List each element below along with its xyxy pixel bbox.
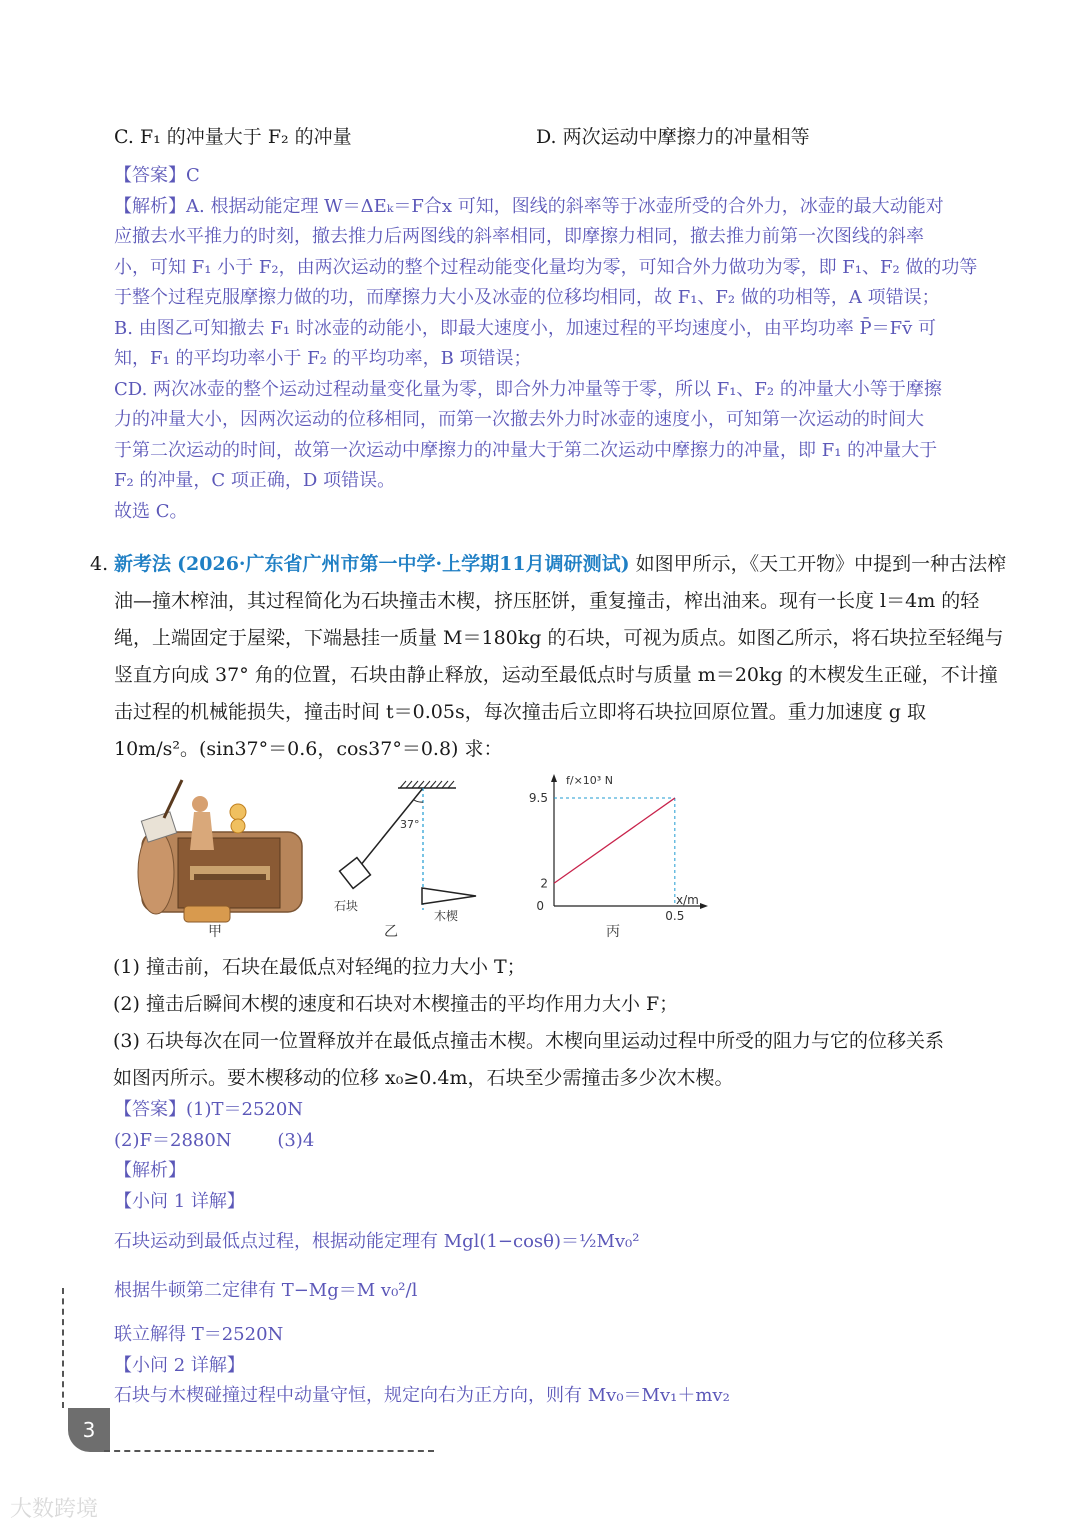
sub-question-2: (2) 撞击后瞬间木楔的速度和石块对木楔撞击的平均作用力大小 F；	[113, 993, 679, 1015]
figure-yi-pendulum	[340, 781, 476, 910]
x-axis-label: x/m	[676, 893, 699, 907]
q3-line: 故选 C。	[114, 500, 188, 522]
question-4	[90, 546, 1010, 768]
question-line: 竖直方向成 37° 角的位置，石块由静止释放，运动至最低点时与质量 m＝20kg 的木楔发生正碰，不计撞	[114, 664, 998, 686]
sub-question-3: (3) 石块每次在同一位置释放并在最低点撞击木楔。木楔向里运动过程中所受的阻力与它的位移关系	[113, 1030, 944, 1052]
wedge-label: 木楔	[434, 909, 459, 923]
caption-yi: 乙	[384, 924, 398, 940]
question-tag: 新考法	[114, 553, 172, 575]
q3-answer: 【答案】C	[114, 165, 200, 186]
q3-line: B. 由图乙可知撤去 F₁ 时冰壶的动能小，即最大速度小，加速过程的平均速度小，由平均功率 P̄＝Fv̄ 可	[114, 317, 937, 339]
question-source: (2026·广东省广州市第一中学·上学期11月调研测试)	[177, 553, 630, 575]
y-tick-label: 9.5	[528, 791, 548, 806]
stone-label: 石块	[334, 899, 359, 913]
q3-line: 于整个过程克服摩擦力做的功，而摩擦力大小及冰壶的位移均相同，故 F₁、F₂ 做的功相等，A 项错误；	[114, 287, 940, 308]
q4-answer-1: 【答案】(1)T＝2520N	[114, 1099, 304, 1120]
option-d: D. 两次运动中摩擦力的冲量相等	[536, 126, 810, 148]
figures	[130, 770, 710, 942]
caption-bing: 丙	[606, 924, 620, 940]
sub-question-1: (1) 撞击前，石块在最低点对轻绳的拉力大小 T；	[113, 956, 526, 978]
q3-line: 小，可知 F₁ 小于 F₂，由两次运动的整个过程动能变化量均为零，可知合外力做功为零，即 F₁、F₂ 做的功等	[114, 256, 978, 278]
margin-dashed-line	[62, 1288, 64, 1408]
q4-solution	[114, 1095, 1014, 1412]
q4-answer-2: (2)F＝2880N (3)4	[114, 1129, 315, 1151]
figure-bing-chart	[551, 774, 708, 909]
question-line: 击过程的机械能损失，撞击时间 t＝0.05s，每次撞击后立即将石块拉回原位置。重力加速度 g 取	[114, 701, 926, 723]
q4-part2-step: 石块与木楔碰撞过程中动量守恒，规定向右为正方向，则有 Mv₀＝Mv₁＋mv₂	[114, 1385, 730, 1406]
q4-part2-heading: 【小问 2 详解】	[114, 1354, 245, 1376]
q4-part1-step: 石块运动到最低点过程，根据动能定理有 Mgl(1−cosθ)＝½Mv₀²	[114, 1231, 640, 1252]
question-line: 10m/s²。(sin37°＝0.6，cos37°＝0.8) 求：	[114, 738, 503, 760]
y-tick-label: 2	[540, 876, 548, 891]
q4-part1-result: 联立解得 T＝2520N	[114, 1324, 284, 1345]
q4-part1-heading: 【小问 1 详解】	[114, 1190, 245, 1212]
q4-analysis-heading: 【解析】	[114, 1160, 186, 1181]
q3-line: F₂ 的冲量，C 项正确，D 项错误。	[114, 470, 396, 491]
sub-question-3-cont: 如图丙所示。要木楔移动的位移 x₀≥0.4m，石块至少需撞击多少次木楔。	[113, 1067, 734, 1089]
question-line: 绳，上端固定于屋梁，下端悬挂一质量 M＝180kg 的石块，可视为质点。如图乙所示，将石块拉至轻绳与	[114, 627, 1004, 649]
q3-line: 应撤去水平推力的时刻，撤去推力后两图线的斜率相同，即摩擦力相同，撤去推力前第一次图线的斜率	[114, 226, 924, 247]
question-line: 油—撞木榨油，其过程简化为石块撞击木楔，挤压胚饼，重复撞击，榨出油来。现有一长度 l＝4m 的轻	[114, 590, 980, 612]
y-axis-label: f/×10³ N	[566, 774, 613, 787]
q4-part1-step: 根据牛顿第二定律有 T−Mg＝M v₀²/l	[114, 1279, 418, 1301]
question-line: 如图甲所示，《天工开物》中提到一种古法榨	[635, 553, 1007, 575]
watermark: 大数跨境	[10, 1497, 99, 1522]
question-number: 4.	[90, 553, 109, 575]
angle-label: 37°	[400, 818, 420, 831]
figure-jia-illustration	[138, 780, 302, 922]
sub-questions	[113, 949, 1013, 1097]
page-number: 3	[68, 1408, 110, 1452]
origin-label: 0	[536, 899, 544, 913]
q3-line: 【解析】A. 根据动能定理 W＝ΔEₖ＝F合x 可知，图线的斜率等于冰壶所受的合外力，冰壶的最大动能对	[114, 195, 944, 217]
q3-solution	[114, 161, 1014, 527]
q3-line: CD. 两次冰壶的整个运动过程动量变化量为零，即合外力冲量等于零，所以 F₁、F₂ 的冲量大小等于摩擦	[114, 378, 942, 400]
footer-dashed-line	[104, 1450, 434, 1452]
caption-jia: 甲	[208, 924, 222, 940]
data-line	[554, 798, 675, 883]
q3-line: 力的冲量大小，因两次运动的位移相同，而第一次撤去外力时冰壶的速度小，可知第一次运动的时间大	[114, 409, 924, 430]
option-c: C. F₁ 的冲量大于 F₂ 的冲量	[114, 126, 352, 148]
q3-line: 知，F₁ 的平均功率小于 F₂ 的平均功率，B 项错误；	[114, 348, 532, 369]
x-tick-label: 0.5	[665, 909, 685, 923]
q3-line: 于第二次运动的时间，故第一次运动中摩擦力的冲量大于第二次运动中摩擦力的冲量，即 F₁ 的冲量大于	[114, 439, 938, 461]
